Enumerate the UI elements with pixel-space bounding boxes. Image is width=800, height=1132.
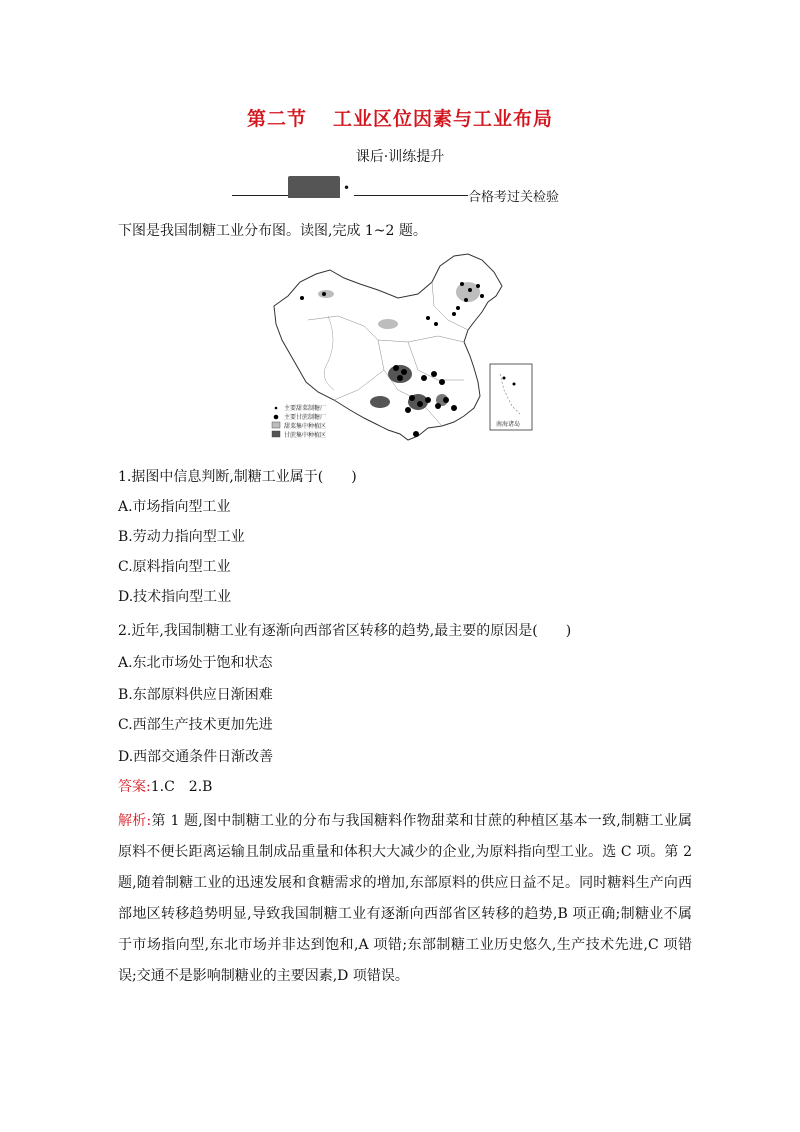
cane-area [370,396,390,408]
china-outline [274,254,502,440]
analysis-text: 第 1 题,图中制糖工业的分布与我国糖料作物甜菜和甘蔗的种植区基本一致,制糖工业属原料不便长距离运输且制成品重量和体积大大减少的企业,为原料指向型工业。选 C 项。第 2 题,随着制糖工业的迅速发展和食糖需求的增加,东部原料的供应日益不足。同时糖料生产向西部地区转移趋势明显,导致我国制糖工业有逐渐向西部省区转移的趋势,B 项正确;制糖业不属于市场指向型,东北市场并非达到饱和,A 项错;东部制糖工业历史悠久,生产技术先进,C 项错误;交通不是影响制糖业的主要因素,D 项错误。 [118,813,692,984]
section-bar [232,176,572,204]
cane-mill-dot [417,401,423,407]
section-tab-block [288,176,340,198]
beet-mill-dot [434,322,438,326]
intro-text: 下图是我国制糖工业分布图。读图,完成 1~2 题。 [118,223,427,239]
cane-mill-dot [443,397,449,403]
page-title [0,104,800,131]
question-2-option-d: D.西部交通条件日渐改善 [118,749,274,765]
cane-mill-dot [405,407,411,413]
cane-mill-dot [421,375,427,381]
cane-mill-dot [397,375,403,381]
divider-line [354,195,446,196]
beet-mill-dot [468,288,472,292]
question-1-stem: 1.据图中信息判断,制糖工业属于( ) [118,469,357,485]
legend-cane-mill: 主要甘蔗制糖厂 [284,414,327,421]
question-1-option-c: C.原料指向型工业 [118,559,231,575]
legend-beet-mill: 主要甜菜制糖厂 [284,405,327,412]
divider-line [446,195,468,196]
analysis-label: 解析: [118,813,152,829]
question-2-option-a: A.东北市场处于饱和状态 [118,655,273,671]
beet-mill-dot [322,292,326,296]
cane-mill-dot [393,365,399,371]
cane-mill-dot [413,431,419,437]
legend-cane-area: 甘蔗集中种植区 [284,432,327,439]
answer-label: 答案: [118,779,151,795]
analysis-paragraph [118,806,692,992]
cane-mill-dot [439,379,445,385]
beet-mill-dot [480,294,484,298]
question-2-option-c: C.西部生产技术更加先进 [118,717,273,733]
china-sugar-industry-map [268,250,536,450]
cane-mill-dot [409,395,415,401]
divider-line [232,195,288,196]
question-1-option-b: B.劳动力指向型工业 [118,529,245,545]
beet-mill-dot [456,306,460,310]
question-1-option-d: D.技术指向型工业 [118,589,232,605]
question-2-option-b: B.东部原料供应日渐困难 [118,687,273,703]
beet-area [378,319,398,329]
beet-mill-dot [464,298,468,302]
beet-mill-dot [452,312,456,316]
beet-mill-dot [460,282,464,286]
answer-text: 1.C 2.B [150,779,213,795]
question-1-option-a: A.市场指向型工业 [118,499,231,515]
cane-mill-dot [401,369,407,375]
cane-mill-dot [425,397,431,403]
cane-mill-dot [435,403,441,409]
cane-mill-dot [451,405,457,411]
subtitle: 课后·训练提升 [355,149,445,165]
beet-mill-dot [476,284,480,288]
section-number: 第二节 [246,108,307,130]
answer-line [118,776,212,796]
bullet-dot: • [343,181,351,195]
section-tag-label: 合格考过关检验 [468,190,560,205]
beet-mill-dot [300,296,304,300]
beet-mill-dot [426,316,430,320]
section-topic: 工业区位因素与工业布局 [333,108,554,130]
cane-mill-dot [431,371,437,377]
inset-label: 南海诸岛 [496,421,521,428]
question-2-stem: 2.近年,我国制糖工业有逐渐向西部省区转移的趋势,最主要的原因是( ) [118,623,572,639]
legend-beet-area: 甜菜集中种植区 [284,423,327,430]
